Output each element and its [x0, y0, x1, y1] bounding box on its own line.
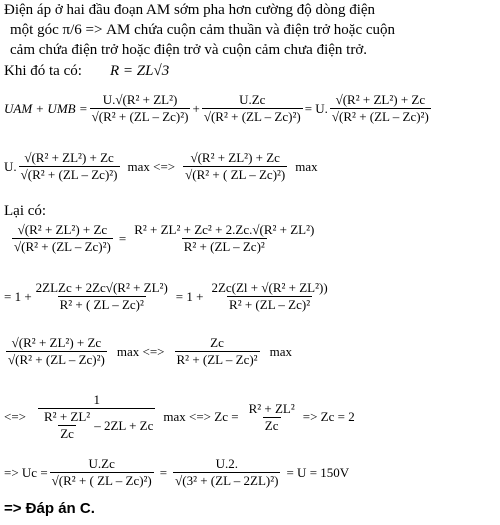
text-lai-co: Lại có: — [4, 203, 47, 219]
text-line-1: Điện áp ở hai đầu đoạn AM sớm pha hơn cường độ dòng điện — [4, 2, 376, 18]
eq3-frac1-den: √(R² + (ZL – Zc)²) — [20, 167, 118, 182]
equation-max-condition — [4, 150, 318, 183]
eq6-fraction-2 — [175, 335, 260, 368]
eq7-frac1-den — [38, 408, 155, 442]
eq7-inner-num: R² + ZL² — [44, 409, 91, 424]
eq8-frac1-num: U.Zc — [88, 456, 115, 471]
eq7-tail: => Zc = 2 — [302, 409, 355, 424]
eq6-fraction-1 — [6, 335, 107, 368]
eq7-frac2-num: R² + ZL² — [248, 400, 295, 416]
eq4-frac2-den: R² + (ZL – Zc)² — [183, 239, 265, 254]
eq7-fraction-2 — [247, 401, 297, 434]
eq2-frac1-num: U.√(R² + ZL²) — [102, 92, 178, 107]
eq4-fraction-1 — [12, 222, 113, 255]
eq8-fraction-2 — [173, 456, 280, 489]
text-line-2: một góc π/6 => AM chứa cuộn cảm thuần và điện trở hoặc cuộn — [10, 22, 396, 38]
eq7-inner-fraction — [42, 409, 92, 442]
eq8-frac1-den: √(R² + ( ZL – Zc)²) — [51, 473, 152, 488]
eq3-max-equiv: max <=> — [127, 158, 176, 174]
eq4-fraction-2 — [132, 222, 316, 255]
eq2-fraction-3 — [330, 92, 431, 125]
equation-simplify — [4, 280, 332, 313]
equation-r-zl: R = ZL√3 — [110, 63, 170, 79]
eq5-frac2-num: 2Zc(Zl + √(R² + ZL²)) — [211, 280, 328, 295]
eq3-fraction-1 — [19, 150, 120, 183]
eq5-frac1-den: R² + ( ZL – Zc)² — [59, 297, 144, 312]
equation-uc-final — [4, 456, 349, 489]
eq5-fraction-1 — [34, 280, 170, 313]
eq7-prefix: <=> — [4, 409, 26, 424]
equation-max-zc — [4, 335, 292, 368]
eq3-fraction-2 — [183, 150, 287, 183]
eq2-frac3-num: √(R² + ZL²) + Zc — [335, 92, 426, 107]
eq7-frac1-num: 1 — [93, 392, 100, 407]
eq7-frac2-den: Zc — [264, 417, 279, 433]
eq6-frac2-num: Zc — [210, 335, 224, 350]
eq4-equals: = — [118, 230, 127, 246]
eq2-plus: + — [192, 100, 200, 116]
eq2-fraction-2 — [202, 92, 303, 125]
eq3-prefix: U. — [4, 158, 17, 174]
eq3-frac2-num: √(R² + ZL²) + Zc — [190, 150, 280, 165]
eq6-frac1-num: √(R² + ZL²) + Zc — [11, 335, 102, 350]
eq2-fraction-1 — [90, 92, 191, 125]
eq7-fraction-1 — [38, 392, 155, 442]
eq5-prefix: = 1 + — [4, 288, 32, 304]
eq8-tail: = U = 150V — [286, 464, 350, 480]
eq6-frac2-den: R² + (ZL – Zc)² — [176, 352, 258, 367]
eq3-frac2-den: √(R² + ( ZL – Zc)²) — [185, 167, 286, 182]
equation-expand — [10, 222, 318, 255]
eq2-frac1-den: √(R² + (ZL – Zc)²) — [91, 109, 189, 124]
eq4-frac1-den: √(R² + (ZL – Zc)²) — [14, 239, 111, 254]
eq8-fraction-1 — [50, 456, 154, 489]
eq7-den-tail: – 2ZL + Zc — [94, 417, 154, 433]
eq2-frac3-den: √(R² + (ZL – Zc)²) — [331, 109, 429, 124]
text-line-4: Khi đó ta có: — [4, 63, 82, 79]
equation-zc-result — [4, 392, 355, 442]
eq4-frac1-num: √(R² + ZL²) + Zc — [17, 222, 108, 237]
eq7-max-equiv: max <=> Zc = — [163, 409, 239, 424]
equation-uam-umb — [4, 92, 433, 125]
eq2-frac2-num: U.Zc — [239, 92, 266, 107]
eq8-equals: = — [159, 464, 168, 480]
eq5-equals: = 1 + — [175, 288, 204, 304]
eq8-frac2-num: U.2. — [215, 456, 238, 471]
eq3-frac1-num: √(R² + ZL²) + Zc — [24, 150, 114, 165]
eq2-equals: = U. — [304, 100, 328, 116]
eq5-fraction-2 — [209, 280, 329, 313]
eq8-prefix: => Uc = — [4, 464, 48, 480]
text-line-3: cảm chứa điện trở hoặc điện trở và cuộn cảm chưa điện trở. — [10, 42, 367, 58]
eq2-frac2-den: √(R² + (ZL – Zc)²) — [203, 109, 301, 124]
eq3-max: max — [295, 158, 318, 174]
eq6-max-equiv: max <=> — [116, 343, 165, 359]
eq6-max: max — [269, 343, 292, 359]
answer-line: => Đáp án C. — [4, 500, 95, 517]
eq8-frac2-den: √(3² + (ZL – 2ZL)²) — [175, 473, 279, 488]
eq6-frac1-den: √(R² + (ZL – Zc)²) — [8, 352, 105, 367]
eq5-frac1-num: 2ZLZc + 2Zc√(R² + ZL²) — [35, 280, 168, 295]
eq4-frac2-num: R² + ZL² + Zc² + 2.Zc.√(R² + ZL²) — [134, 222, 315, 237]
eq7-inner-den: Zc — [60, 426, 74, 441]
eq5-frac2-den: R² + (ZL – Zc)² — [229, 297, 311, 312]
eq2-lhs: UAM + UMB = — [4, 100, 88, 116]
